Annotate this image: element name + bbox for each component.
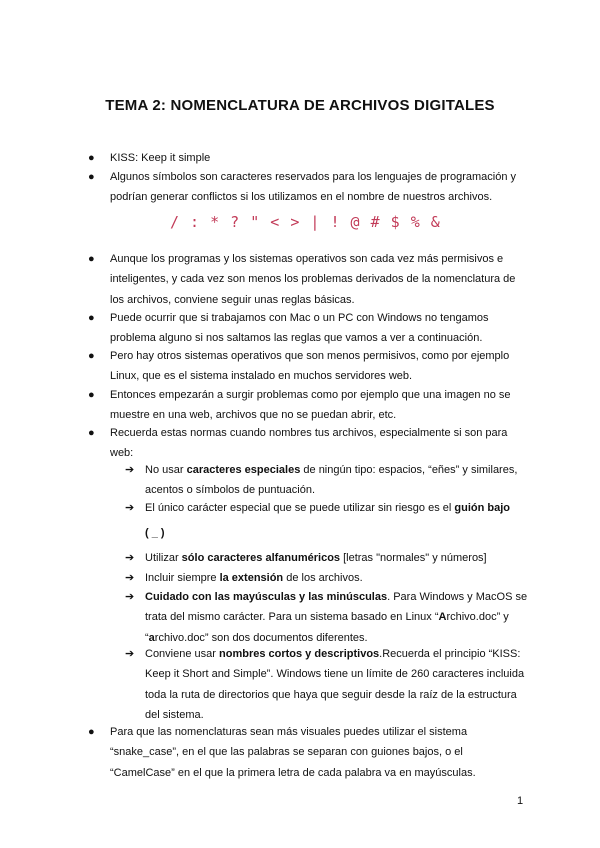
list-item	[88, 249, 528, 310]
rule-emphasis: Cuidado con las mayúsculas y las minúsculas	[145, 591, 388, 603]
page-number: 1	[517, 795, 524, 807]
rule-text: de ningún tipo: espacios, “eñes” y similares, acentos o símbolos de puntuación.	[145, 464, 518, 497]
rule-text: rchivo.doc” son dos documentos diferentes.	[154, 631, 368, 644]
arrow-icon: ➔	[125, 572, 135, 584]
arrow-icon: ➔	[125, 464, 135, 476]
bullet-icon: ●	[88, 726, 95, 738]
list-item	[88, 308, 528, 349]
rule-item-continuation	[145, 523, 530, 543]
document-title: TEMA 2: NOMENCLATURA DE ARCHIVOS DIGITALES	[105, 97, 495, 114]
rule-item	[125, 498, 530, 518]
arrow-icon: ➔	[125, 502, 135, 514]
rule-emphasis: guión bajo	[454, 502, 511, 514]
rule-text: Conviene usar	[145, 648, 219, 660]
rule-emphasis: a	[148, 631, 155, 644]
rule-item	[125, 587, 530, 648]
bullet-icon: ●	[88, 389, 95, 401]
rule-emphasis: nombres cortos y descriptivos	[219, 648, 380, 660]
list-item	[88, 423, 528, 464]
rule-item	[125, 568, 530, 588]
rule-emphasis: ( _ )	[145, 527, 165, 539]
list-item	[88, 722, 528, 783]
rule-text: Utilizar	[145, 552, 182, 564]
bullet-icon: ●	[88, 427, 95, 439]
rule-text: [letras "normales" y números]	[340, 552, 487, 564]
rule-emphasis: A	[438, 611, 447, 624]
rule-emphasis: sólo caracteres alfanuméricos	[181, 552, 341, 564]
bullet-icon: ●	[88, 312, 95, 324]
arrow-icon: ➔	[125, 591, 135, 603]
bullet-icon: ●	[88, 152, 95, 164]
list-item-text: Recuerda estas normas cuando nombres tus archivos, especialmente si son para web:	[110, 427, 508, 460]
list-item	[88, 148, 528, 168]
rule-text: Incluir siempre	[145, 572, 220, 584]
list-item-text: Aunque los programas y los sistemas operativos son cada vez más permisivos e inteligentes, y cada vez son menos los problemas derivados de la nomenclatura de los archivos, conviene seguir unas reglas básicas.	[110, 253, 516, 306]
rule-emphasis: la extensión	[219, 572, 284, 584]
list-item-text: Pero hay otros sistemas operativos que son menos permisivos, como por ejemplo Linux, que es el sistema instalado en muchos servidores web.	[110, 350, 510, 383]
list-item	[88, 346, 528, 387]
bullet-icon: ●	[88, 253, 95, 265]
arrow-icon: ➔	[125, 552, 135, 564]
list-item-text: Para que las nomenclaturas sean más visuales puedes utilizar el sistema “snake_case”, en el que las palabras se separan con guiones bajos, o el “CamelCase” en el que la primera letra de cada palabra va en mayúsculas.	[110, 726, 476, 779]
reserved-symbols: / : * ? " < > | ! @ # $ % &	[170, 213, 441, 231]
rule-item	[125, 548, 530, 568]
rule-item	[125, 460, 530, 501]
rule-text: de los archivos.	[283, 572, 363, 584]
list-item-text: Entonces empezarán a surgir problemas como por ejemplo que una imagen no se muestre en una web, archivos que no se puedan abrir, etc.	[110, 389, 511, 422]
rule-emphasis: caracteres especiales	[186, 464, 301, 476]
list-item	[88, 167, 528, 208]
list-item-text: KISS: Keep it simple	[110, 152, 211, 164]
rule-text: El único carácter especial que se puede utilizar sin riesgo es el	[145, 502, 455, 514]
rule-item	[125, 644, 530, 725]
rule-text: No usar	[145, 464, 187, 476]
bullet-icon: ●	[88, 171, 95, 183]
list-item-text: Algunos símbolos son caracteres reservados para los lenguajes de programación y podrían generar conflictos si los utilizamos en el nombre de nuestros archivos.	[110, 171, 516, 204]
rule-text: . Para Windows y MacOS se trata del mismo carácter. Para un sistema basado en Linux “	[145, 591, 528, 624]
list-item-text: Puede ocurrir que si trabajamos con Mac o un PC con Windows no tengamos problema alguno si nos saltamos las reglas que vamos a ver a continuación.	[110, 312, 489, 345]
rule-text: rchivo.doc” y “	[145, 611, 509, 644]
rule-text: .Recuerda el principio “KISS: Keep it Short and Simple”. Windows tiene un límite de 260 caracteres incluida toda la ruta de directorios que haya que seguir desde la raíz de la estructura del sistema.	[145, 648, 525, 721]
arrow-icon: ➔	[125, 648, 135, 660]
bullet-icon: ●	[88, 350, 95, 362]
list-item	[88, 385, 528, 426]
